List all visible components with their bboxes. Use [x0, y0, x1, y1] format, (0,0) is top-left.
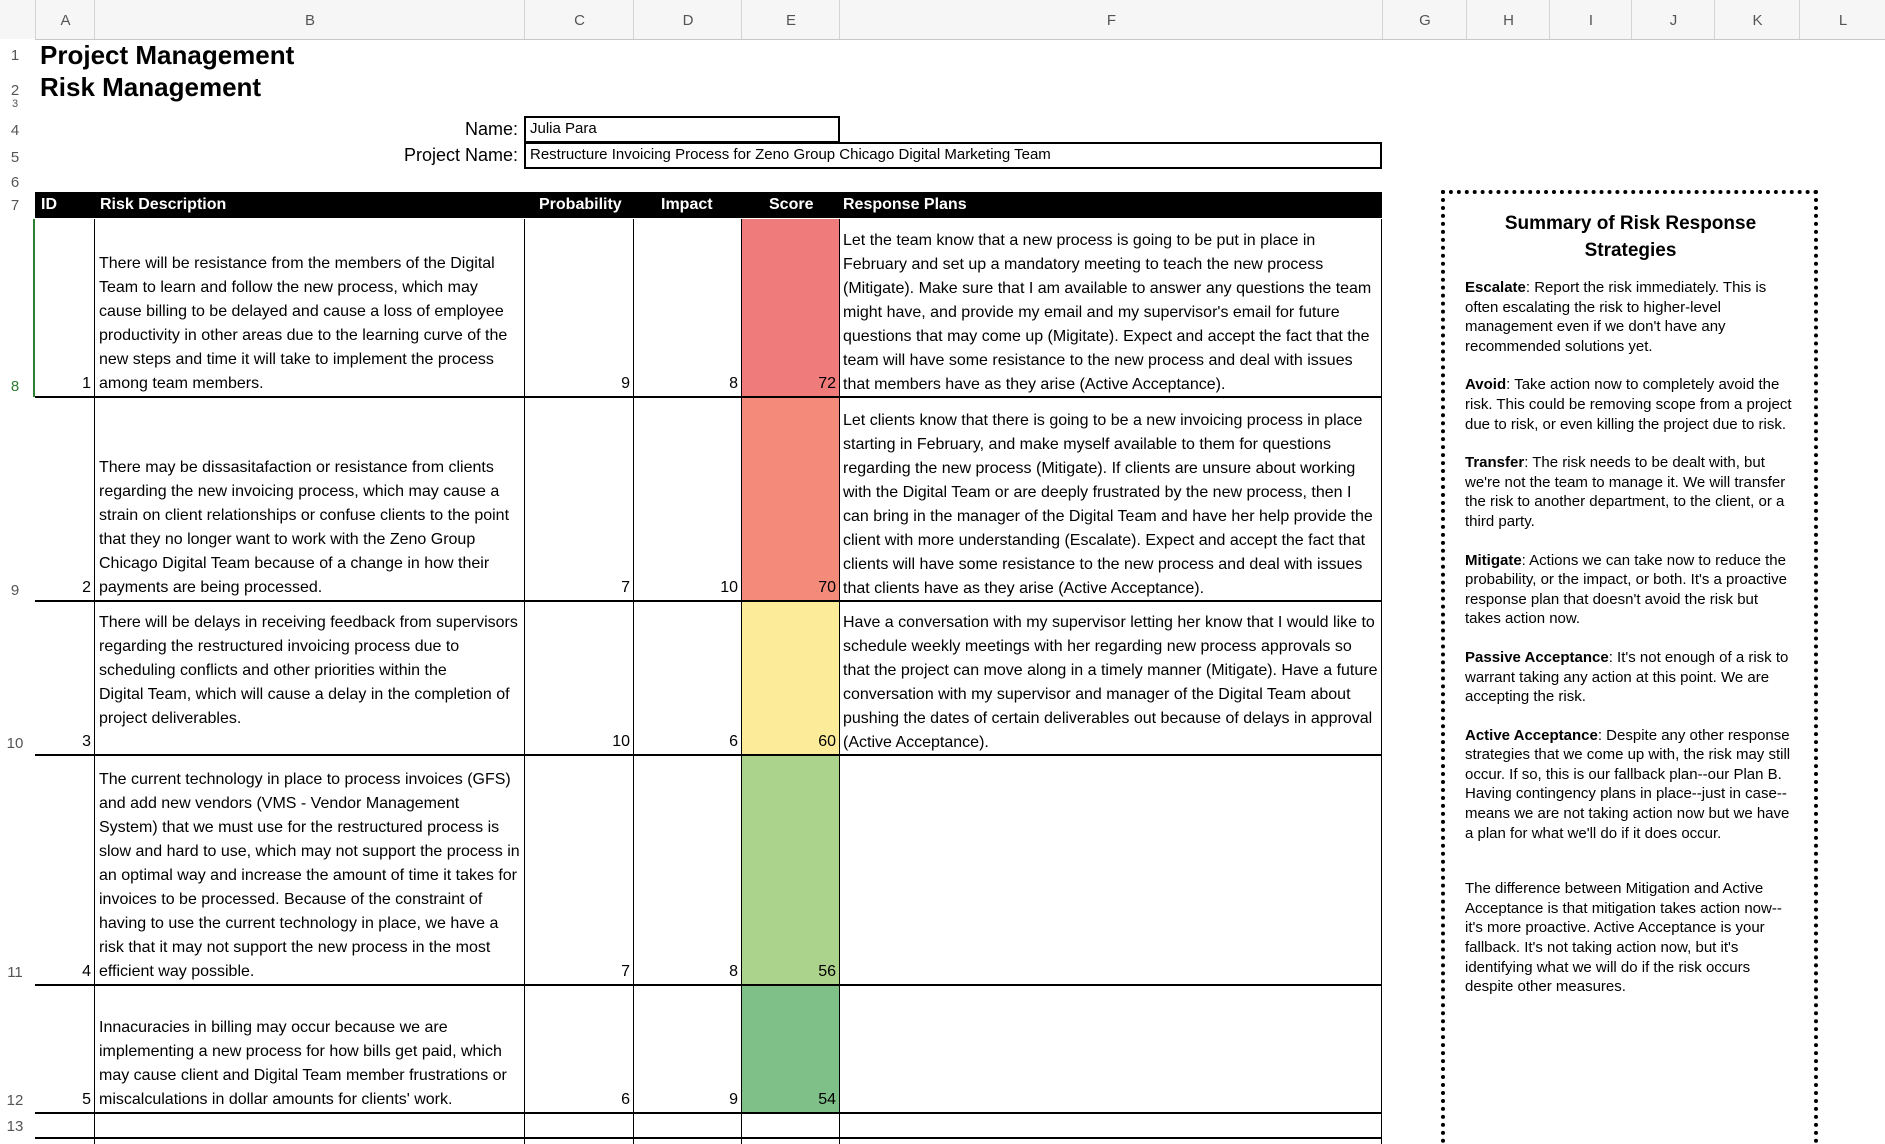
strategy-text: : Actions we can take now to reduce the probability, or the impact, or both. It's a proactive response plan that doesn't avoid the risk but takes action now. — [1465, 551, 1787, 628]
project-name-field[interactable]: Restructure Invoicing Process for Zeno Group Chicago Digital Marketing Team — [524, 142, 1382, 169]
strategy-mitigate — [1465, 551, 1796, 629]
strategy-term: Escalate — [1465, 279, 1526, 296]
risk-1-description[interactable]: There will be resistance from the members of the Digital Team to learn and follow the new process, which may cause billing to be delayed and cause a loss of employee productivity in other areas due to the learning curve of the new steps and time it will take to implement the process among team members. — [99, 255, 508, 392]
risk-1-response[interactable]: Let the team know that a new process is going to be put in place in February and set up a mandatory meeting to teach the new process (Mitigate). Make sure that I am available to answer any questions the team might have, and provide my email and my supervisor's email for future questions that may come up (Migitate). Expect and accept the fact that the team will have some resistance to the new process and deal with issues that members have as they arise (Active Acceptance). — [843, 232, 1372, 393]
strategy-term: Passive Acceptance — [1465, 648, 1609, 666]
risk-1-id[interactable]: 1 — [82, 375, 91, 392]
risk-2-description[interactable]: There may be dissasitafaction or resistance from clients regarding the new invoicing process, which may cause a strain on client relationships or confuse clients to the point that they no longer want to work with the Zeno Group Chicago Digital Team because of a change in how their payments are being processed. — [99, 459, 510, 596]
column-header-k[interactable]: K — [1714, 0, 1800, 39]
strategy-active-acceptance — [1465, 726, 1796, 844]
risk-4-impact[interactable]: 8 — [729, 963, 738, 980]
strategy-text: : Despite any other response strategies that we come up with, the risk may still occur. If so, this is our fallback plan--our Plan B. Having contingency plans in place--just in case--means we are not taking action now but we have a plan for what we'll do if it does occur. — [1465, 726, 1791, 842]
name-field[interactable]: Julia Para — [524, 116, 840, 143]
header-probability: Probability — [539, 196, 622, 213]
row-number-5[interactable]: 5 — [10, 149, 20, 166]
risk-4-response[interactable] — [843, 766, 1380, 984]
risk-1-impact[interactable]: 8 — [729, 375, 738, 392]
column-header-h[interactable]: H — [1466, 0, 1550, 39]
strategy-text: : Report the risk immediately. This is often escalating the risk to higher-level management even if we don't have any recommended solutions yet. — [1465, 279, 1767, 355]
header-response-plans: Response Plans — [843, 196, 967, 213]
risk-3-score[interactable]: 60 — [818, 733, 836, 750]
table-header-row — [35, 192, 1382, 218]
header-id: ID — [41, 196, 57, 213]
risk-4-description[interactable]: The current technology in place to process invoices (GFS) and add new vendors (VMS - Vendor Management System) that we must use for the restructured process is slow and hard to use, which may not support the process in an optimal way and increase the amount of time it takes for invoices to be processed. Because of the constraint of having to use the current technology in place, we have a risk that it may not support the new process in the most efficient way possible. — [99, 771, 520, 980]
risk-3-id[interactable]: 3 — [82, 733, 91, 750]
column-header-l[interactable]: L — [1799, 0, 1885, 39]
risk-1-probability[interactable]: 9 — [621, 375, 630, 392]
summary-text-box[interactable] — [1441, 190, 1818, 1144]
column-header-a[interactable]: A — [35, 0, 95, 39]
sheet-subtitle: Risk Management — [40, 72, 262, 102]
strategy-passive-acceptance — [1465, 648, 1796, 707]
column-header-e[interactable]: E — [741, 0, 840, 39]
row-number-10[interactable]: 10 — [6, 735, 24, 752]
risk-2-probability[interactable]: 7 — [621, 579, 630, 596]
risk-3-description[interactable]: There will be delays in receiving feedback from supervisors regarding the restructured invoicing process due to scheduling conflicts and other priorities within the Digital Team, which will cause a delay in the completion of project deliverables. — [99, 614, 518, 727]
risk-2-score[interactable]: 70 — [818, 579, 836, 596]
row-number-1[interactable]: 1 — [10, 47, 20, 64]
strategy-text: : Take action now to completely avoid the risk. This could be removing scope from a project due to risk, or even killing the project due to risk. — [1465, 376, 1792, 433]
risk-5-response[interactable] — [843, 996, 1380, 1112]
row-number-2[interactable]: 2 — [10, 82, 20, 99]
row-number-7[interactable]: 7 — [10, 197, 20, 214]
risk-3-probability[interactable]: 10 — [612, 733, 630, 750]
column-header-g[interactable]: G — [1382, 0, 1467, 39]
strategy-transfer — [1465, 453, 1796, 531]
strategy-term: Transfer — [1465, 454, 1525, 472]
risk-5-score[interactable]: 54 — [818, 1091, 836, 1108]
sheet-title: Project Management — [40, 40, 295, 70]
risk-3-response[interactable]: Have a conversation with my supervisor letting her know that I would like to schedule weekly meetings with her regarding new process approvals so that the project can move along in a timely manner (Mitigate). Have a future conversation with my supervisor and manager of the Digital Team about pushing the dates of certain deliverables out because of delays in approval (Active Acceptance). — [843, 614, 1378, 751]
strategy-term: Mitigate — [1465, 551, 1522, 569]
risk-2-impact[interactable]: 10 — [720, 579, 738, 596]
row-number-13[interactable]: 13 — [6, 1118, 24, 1135]
row-number-11[interactable]: 11 — [7, 964, 23, 981]
strategy-text: : The risk needs to be dealt with, but we're not the team to manage it. We will transfer the risk to another department, to the client, or a third party. — [1465, 454, 1786, 530]
summary-title: Summary of Risk Response Strategies — [1504, 213, 1757, 261]
risk-4-score[interactable]: 56 — [818, 963, 836, 980]
row-number-6[interactable]: 6 — [10, 174, 20, 191]
row-number-3[interactable]: 3 — [11, 98, 19, 110]
strategy-avoid — [1465, 375, 1796, 434]
column-header-i[interactable]: I — [1549, 0, 1632, 39]
strategy-escalate — [1465, 278, 1796, 356]
risk-2-response[interactable]: Let clients know that there is going to be a new invoicing process in place starting in February, and make myself available to them for questions regarding the new process (Mitigate). If clients are unsure about working with the Digital Team or are deeply frustrated by the new process, then I can bring in the manager of the Digital Team and have her help provide the client with more understanding (Escalate). Expect and accept the fact that clients will have some resistance to the new process and deal with issues that clients have as they arise (Active Acceptance). — [843, 412, 1373, 597]
column-header-j[interactable]: J — [1631, 0, 1715, 39]
column-header-d[interactable]: D — [633, 0, 742, 39]
risk-4-id[interactable]: 4 — [82, 963, 91, 980]
risk-4-probability[interactable]: 7 — [621, 963, 630, 980]
row-number-12[interactable]: 12 — [6, 1092, 24, 1109]
column-header-bar — [0, 0, 1885, 40]
summary-note: The difference between Mitigation and Active Acceptance is that mitigation takes action now--it's more proactive. Active Acceptance is your fallback. It's not taking action now, but it's identifying what we will do if the risk occurs despite other measures. — [1465, 880, 1782, 996]
name-label: Name: — [464, 119, 518, 139]
row-number-4[interactable]: 4 — [10, 122, 20, 139]
column-header-c[interactable]: C — [524, 0, 634, 39]
column-header-f[interactable]: F — [839, 0, 1383, 39]
risk-2-id[interactable]: 2 — [82, 579, 91, 596]
risk-5-probability[interactable]: 6 — [621, 1091, 630, 1108]
risk-1-score[interactable]: 72 — [818, 375, 836, 392]
risk-5-description[interactable]: Innacuracies in billing may occur because we are implementing a new process for how bills get paid, which may cause client and Digital Team member frustrations or miscalculations in dollar amounts for clients' work. — [99, 1019, 507, 1108]
risk-5-id[interactable]: 5 — [82, 1091, 91, 1108]
project-name-label: Project Name: — [403, 145, 518, 165]
row-number-9[interactable]: 9 — [10, 582, 20, 599]
header-risk-description: Risk Description — [100, 196, 227, 213]
risk-5-impact[interactable]: 9 — [729, 1091, 738, 1108]
strategy-term: Avoid — [1465, 376, 1507, 394]
header-score: Score — [769, 196, 814, 213]
strategy-text: : It's not enough of a risk to warrant taking any action at this point. We are accepting the risk. — [1465, 648, 1789, 706]
risk-3-impact[interactable]: 6 — [729, 733, 738, 750]
row-number-8[interactable]: 8 — [10, 378, 20, 395]
strategy-term: Active Acceptance — [1465, 726, 1598, 744]
header-impact: Impact — [661, 196, 713, 213]
column-header-b[interactable]: B — [94, 0, 525, 39]
